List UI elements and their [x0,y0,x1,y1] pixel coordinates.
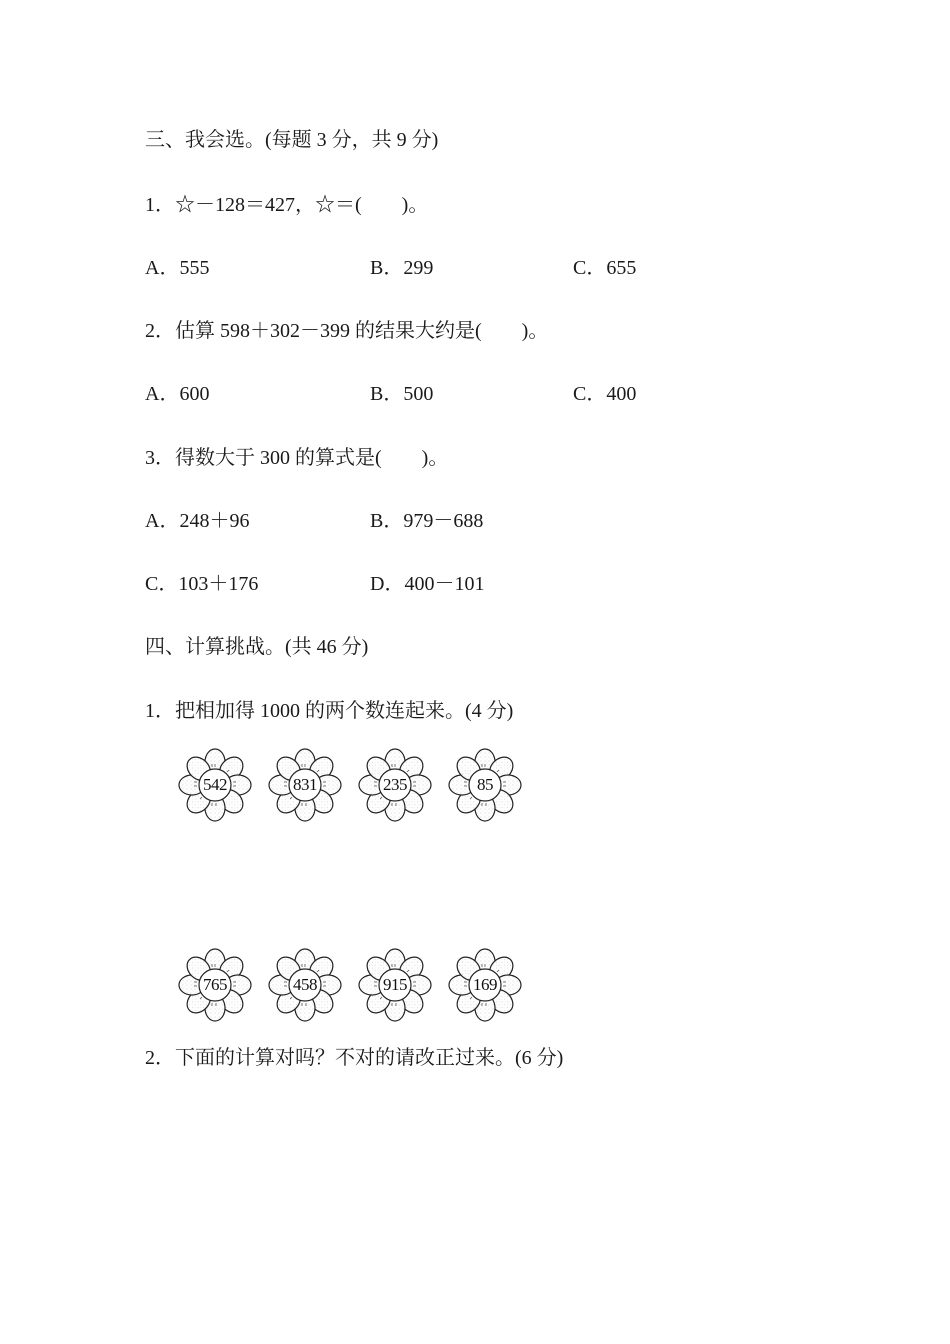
question-3-stem: 3．得数大于 300 的算式是( )。 [145,447,449,469]
question-1-option-c: C．655 [573,257,637,279]
flower-bottom-1[interactable] [178,948,252,1022]
flower-bottom-4[interactable] [448,948,522,1022]
flower-top-2[interactable] [268,748,342,822]
flower-number: 85 [477,775,493,794]
question-1-stem: 1．☆－128＝427，☆＝( )。 [145,194,429,216]
section-3-heading: 三、我会选。(每题 3 分，共 9 分) [145,129,439,151]
question-2-stem: 2．估算 598＋302－399 的结果大约是( )。 [145,320,549,342]
question-1-option-a: A．555 [145,257,210,279]
flower-number: 542 [203,775,227,794]
flower-bottom-2[interactable] [268,948,342,1022]
question-2-option-c: C．400 [573,383,637,405]
flower-top-1[interactable] [178,748,252,822]
question-1-option-b: B．299 [370,257,434,279]
question-3-option-d: D．400－101 [370,573,485,595]
question-3-option-b: B．979－688 [370,510,484,532]
section-4-heading: 四、计算挑战。(共 46 分) [145,636,369,658]
question-3-option-c: C．103＋176 [145,573,259,595]
flower-number: 458 [293,975,317,994]
flower-number: 169 [473,975,497,994]
flower-bottom-3[interactable] [358,948,432,1022]
flower-number: 235 [383,775,407,794]
question-3-option-a: A．248＋96 [145,510,250,532]
flower-number: 831 [293,775,317,794]
matching-question-stem: 1．把相加得 1000 的两个数连起来。(4 分) [145,700,514,722]
flower-number: 915 [383,975,407,994]
question-2-option-a: A．600 [145,383,210,405]
flower-top-4[interactable] [448,748,522,822]
question-2-option-b: B．500 [370,383,434,405]
flower-top-3[interactable] [358,748,432,822]
flower-number: 765 [203,975,227,994]
correction-question-stem: 2．下面的计算对吗？不对的请改正过来。(6 分) [145,1047,564,1069]
